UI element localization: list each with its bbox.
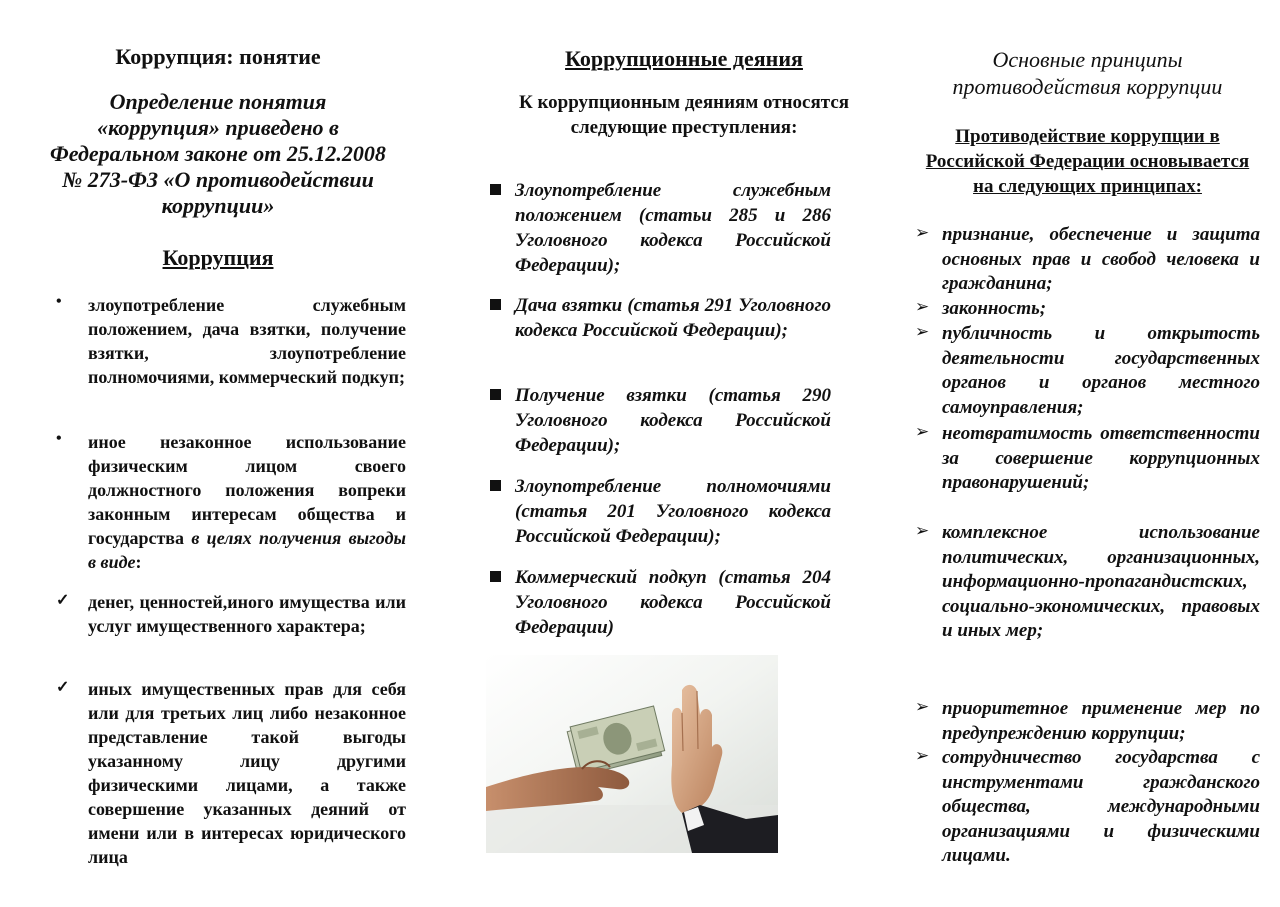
black-square-icon <box>490 571 501 582</box>
arrowhead-icon: ➢ <box>915 223 930 242</box>
arrowhead-icon: ➢ <box>915 521 930 540</box>
arrowhead-icon: ➢ <box>915 322 930 341</box>
list-item-text: сотрудничество государства с инструментами гражданского общества, международными организациями и физическими лицами. <box>942 747 1260 866</box>
list-item-text: признание, обеспечение и защита основных прав и свобод человека и гражданина; <box>942 224 1260 294</box>
corruption-heading: Коррупция <box>162 245 274 270</box>
black-square-icon <box>490 389 501 400</box>
list-item-text: комплексное использование политических, организационных, информационно-пропагандистских, социально-экономических, правовых и иных мер; <box>942 522 1260 641</box>
list-item-text: Дача взятки (статья 291 Уголовного кодекса Российской Федерации); <box>515 295 831 341</box>
list-item-text: неотвратимость ответственности за совершение коррупционных правонарушений; <box>942 423 1260 493</box>
arrowhead-icon: ➢ <box>915 422 930 441</box>
list-item-text: законность; <box>942 298 1047 319</box>
list-item-text: злоупотребление служебным положением, дача взятки, получение взятки, злоупотребление полномочиями, коммерческий подкуп; <box>88 295 406 387</box>
arrowhead-icon: ➢ <box>915 746 930 765</box>
list-item-text: публичность и открытость деятельности государственных органов и органов местного самоуправления; <box>942 323 1260 418</box>
list-item-text: Коммерческий подкуп (статья 204 Уголовного кодекса Российской Федерации) <box>515 567 831 638</box>
black-square-icon <box>490 299 501 310</box>
list-item-text: денег, ценностей,иного имущества или услуг имущественного характера; <box>88 592 406 636</box>
arrowhead-icon: ➢ <box>915 697 930 716</box>
bullet-icon: • <box>56 293 62 310</box>
acts-intro: К коррупционным деяниям относятся следующие преступления: <box>518 92 850 138</box>
list-item-text: приоритетное применение мер по предупреждению коррупции; <box>942 698 1260 744</box>
arrowhead-icon: ➢ <box>915 297 930 316</box>
list-item-text: Злоупотребление полномочиями (статья 201 Уголовного кодекса Российской Федерации); <box>515 476 831 547</box>
definition-text: Определение понятия «коррупция» приведено в Федеральном законе от 25.12.2008 № 273-ФЗ «О противодействии коррупции» <box>50 89 386 218</box>
black-square-icon <box>490 480 501 491</box>
principles-heading: Противодействие коррупции в Российской Федерации основывается на следующих принципах: <box>925 126 1250 197</box>
bullet-icon: • <box>56 430 62 447</box>
checkmark-icon: ✓ <box>56 679 70 696</box>
bribe-refusal-photo <box>486 655 778 853</box>
black-square-icon <box>490 184 501 195</box>
list-item-text: Получение взятки (статья 290 Уголовного кодекса Российской Федерации); <box>515 385 831 456</box>
italic-phrase: в целях получения выгоды в виде <box>88 528 406 572</box>
column3-title: Основные принципы противодействия коррупции <box>952 47 1223 99</box>
checkmark-icon: ✓ <box>56 592 70 609</box>
list-item-text: иных имущественных прав для себя или для третьих лиц либо незаконное представление такой выгоды указанному лицу другими физическими лицами, а также совершение указанных деяний от имени или в интересах юридического лица <box>88 679 406 867</box>
column1-title: Коррупция: понятие <box>115 44 321 69</box>
list-item-text: Злоупотребление служебным положением (статьи 285 и 286 Уголовного кодекса Российской Федерации); <box>515 180 831 276</box>
list-item-text: иное незаконное использование физическим лицом своего должностного положения вопреки законным интересам общества и государства в целях получения выгоды в виде: <box>88 432 406 572</box>
column2-title: Коррупционные деяния <box>565 46 803 71</box>
